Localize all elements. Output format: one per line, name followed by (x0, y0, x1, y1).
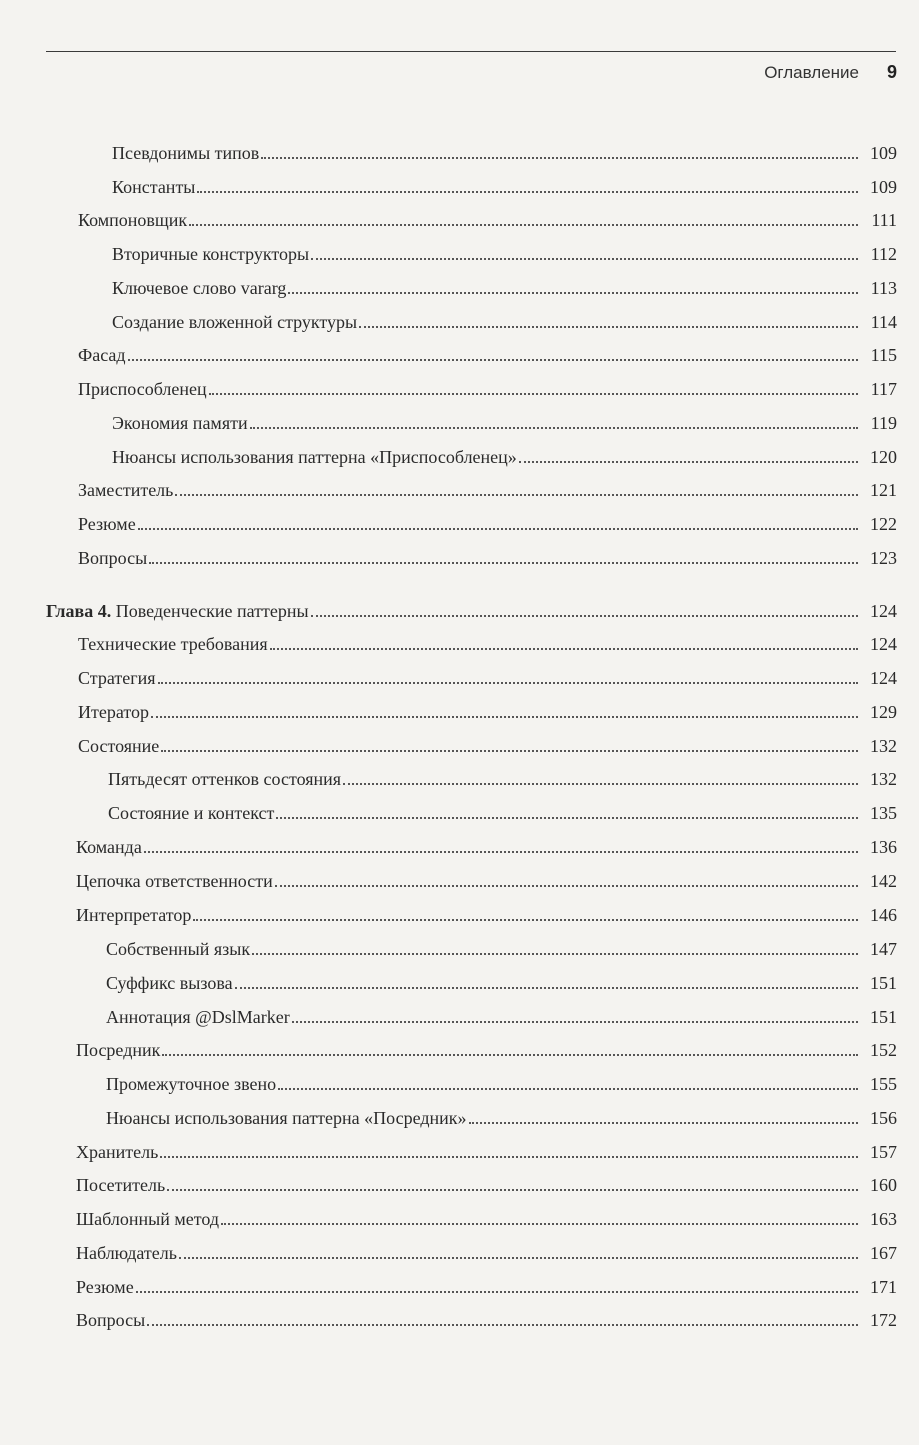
toc-entry-page: 156 (870, 1108, 897, 1128)
toc-entry-page: 142 (870, 871, 897, 891)
toc-entry-page: 124 (870, 601, 897, 621)
toc-entry (76, 898, 897, 926)
toc-entry-title (112, 176, 195, 198)
toc-entry-page: 167 (870, 1243, 897, 1263)
toc-entry-title (76, 1309, 145, 1331)
dot-leader (160, 1156, 858, 1158)
toc-entry-page: 122 (870, 514, 897, 534)
toc-entry (78, 729, 897, 757)
toc-entry-page: 114 (870, 312, 897, 332)
toc-entry-title (108, 768, 341, 790)
toc-entry-label: Шаблонный метод (76, 1209, 219, 1229)
toc-entry-title (112, 142, 259, 164)
dot-leader (175, 494, 858, 496)
dot-leader (138, 528, 858, 530)
toc-entry-title (78, 735, 159, 757)
toc-entry-title (76, 1242, 177, 1264)
toc-entry-title (112, 412, 248, 434)
toc-entry-page: 132 (870, 736, 897, 756)
toc-entry-page: 160 (870, 1175, 897, 1195)
toc-entry-page: 117 (870, 379, 897, 399)
toc-entry-label: Аннотация @DslMarker (106, 1007, 290, 1027)
toc-entry-label: Ключевое слово vararg (112, 278, 287, 298)
dot-leader (179, 1257, 858, 1259)
toc-entry (78, 338, 897, 366)
toc-entry-label: Хранитель (76, 1142, 159, 1162)
toc-entry-label: Цепочка ответственности (76, 871, 273, 891)
dot-leader (158, 682, 858, 684)
toc-entry-label: Компоновщик (78, 210, 188, 230)
dot-leader (162, 1054, 858, 1056)
toc-entry-label: Стратегия (78, 668, 156, 688)
toc-entry (76, 1033, 897, 1061)
page-number: 9 (886, 62, 897, 82)
toc-entry-title (76, 1141, 158, 1163)
toc-entry (78, 627, 897, 655)
dot-leader (151, 716, 858, 718)
toc-entry-label: Приспособленец (78, 379, 207, 399)
dot-leader (128, 359, 858, 361)
toc-entry (76, 1135, 897, 1163)
toc-entry-title (76, 1174, 165, 1196)
toc-entry-title (78, 344, 126, 366)
toc-entry-label: Нюансы использования паттерна «Посредник» (106, 1108, 467, 1128)
toc-entry-label: Состояние (78, 736, 160, 756)
dot-leader (292, 1021, 858, 1023)
toc-entry-label: Резюме (76, 1277, 134, 1297)
dot-leader (161, 750, 858, 752)
dot-leader (519, 461, 858, 463)
toc-entry-title (76, 870, 273, 892)
toc-entry-page: 121 (870, 480, 897, 500)
toc-entry-label: Псевдонимы типов (112, 143, 260, 163)
toc-entry-title (78, 633, 268, 655)
toc-entry-label: Суффикс вызова (106, 973, 233, 993)
toc-entry-page: 112 (870, 244, 897, 264)
toc-entry-label: Наблюдатель (76, 1243, 177, 1263)
toc-entry (106, 1000, 897, 1028)
toc-entry-title (76, 904, 191, 926)
toc-entry (78, 473, 897, 501)
toc-entry-page: 147 (870, 939, 897, 959)
toc-entry (78, 507, 897, 535)
toc-entry-title (112, 277, 286, 299)
toc-entry-title (112, 446, 517, 468)
toc-entry (76, 864, 897, 892)
dot-leader (221, 1223, 858, 1225)
toc-entry-page: 146 (870, 905, 897, 925)
toc-entry-title (106, 1006, 290, 1028)
toc-entry (78, 372, 897, 400)
toc-entry-title (78, 513, 136, 535)
toc-entry-page: 155 (870, 1074, 897, 1094)
toc-entry-label: Фасад (78, 345, 126, 365)
toc-entry-title (106, 972, 233, 994)
dot-leader (144, 851, 858, 853)
toc-entry-label: Создание вложенной структуры (112, 312, 358, 332)
toc-entry-page: 157 (870, 1142, 897, 1162)
toc-entry (78, 541, 897, 569)
toc-entry-title (78, 667, 156, 689)
toc-entry-title (78, 701, 149, 723)
toc-entry (108, 762, 897, 790)
dot-leader (167, 1189, 858, 1191)
toc-entry (76, 830, 897, 858)
toc-entry (78, 661, 897, 689)
toc-entry-page: 151 (870, 1007, 897, 1027)
dot-leader (311, 615, 858, 617)
dot-leader (288, 292, 858, 294)
toc-entry (76, 1236, 897, 1264)
toc-entry-label: Собственный язык (106, 939, 251, 959)
dot-leader (235, 987, 858, 989)
toc-entry-label: Константы (112, 177, 196, 197)
toc-entry-label: Вторичные конструкторы (112, 244, 310, 264)
dot-leader (343, 783, 858, 785)
toc-entry-label: Заместитель (78, 480, 174, 500)
dot-leader (209, 393, 858, 395)
toc-entry-title (112, 243, 309, 265)
toc-entry-title (76, 1276, 134, 1298)
toc-entry (112, 170, 897, 198)
toc-entry-page: 129 (870, 702, 897, 722)
toc-entry-page: 109 (870, 177, 897, 197)
toc-entry-title (112, 311, 357, 333)
toc-entry (106, 932, 897, 960)
toc-entry-label: Резюме (78, 514, 136, 534)
toc-entry-page: 171 (870, 1277, 897, 1297)
toc-entry-label: Интерпретатор (76, 905, 192, 925)
toc-entry-label: Поведенческие паттерны (115, 601, 309, 621)
toc-entry (112, 305, 897, 333)
toc-entry-title (76, 1208, 219, 1230)
toc-entry (112, 271, 897, 299)
toc-entry-label: Вопросы (78, 548, 148, 568)
toc-entry-page: 120 (870, 447, 897, 467)
toc-entry-page: 135 (870, 803, 897, 823)
toc-entry-title (76, 1039, 160, 1061)
running-header (764, 62, 897, 88)
dot-leader (278, 1088, 858, 1090)
dot-leader (275, 885, 858, 887)
running-header-title: Оглавление (764, 63, 859, 82)
toc-entry-label: Промежуточное звено (106, 1074, 277, 1094)
toc-entry (78, 695, 897, 723)
toc-entry-page: 115 (870, 345, 897, 365)
toc-entry-label: Посредник (76, 1040, 161, 1060)
toc-entry-page: 172 (870, 1310, 897, 1330)
toc-entry (106, 1067, 897, 1095)
toc-entry-label: Посетитель (76, 1175, 166, 1195)
dot-leader (147, 1324, 858, 1326)
toc-entry (76, 1303, 897, 1331)
toc-entry (112, 237, 897, 265)
dot-leader (469, 1122, 858, 1124)
toc-entry-page: 151 (870, 973, 897, 993)
toc-entry-page: 113 (870, 278, 897, 298)
toc-entry-label: Итератор (78, 702, 150, 722)
toc-entry (76, 1202, 897, 1230)
toc-entry (106, 1101, 897, 1129)
toc-entry (112, 440, 897, 468)
toc-entry (76, 1270, 897, 1298)
toc-entry (108, 796, 897, 824)
toc-entry-label: Вопросы (76, 1310, 146, 1330)
toc-entry-title (76, 836, 142, 858)
toc-entry (112, 406, 897, 434)
toc-entry (76, 1168, 897, 1196)
dot-leader (193, 919, 858, 921)
dot-leader (311, 258, 858, 260)
toc-entry-page: 109 (870, 143, 897, 163)
toc-chapter-entry (46, 594, 897, 622)
toc-entry-title (78, 479, 173, 501)
toc-entry-label: Нюансы использования паттерна «Приспособленец» (112, 447, 517, 467)
toc-entry-title (108, 802, 274, 824)
header-rule (46, 51, 896, 52)
toc-entry-title (78, 547, 147, 569)
toc-entry-title (106, 938, 250, 960)
dot-leader (276, 817, 858, 819)
dot-leader (197, 191, 858, 193)
toc-entry (106, 966, 897, 994)
toc-entry-page: 111 (871, 210, 897, 230)
toc-entry-title (106, 1073, 276, 1095)
toc-entry-title (106, 1107, 467, 1129)
toc-entry-page: 136 (870, 837, 897, 857)
toc-entry-page: 152 (870, 1040, 897, 1060)
toc-entry-title (78, 378, 207, 400)
toc-entry-page: 132 (870, 769, 897, 789)
dot-leader (149, 562, 858, 564)
dot-leader (359, 326, 858, 328)
toc-entry-page: 119 (870, 413, 897, 433)
dot-leader (252, 953, 858, 955)
toc-entry-label: Состояние и контекст (108, 803, 275, 823)
chapter-prefix: Глава 4. (46, 601, 112, 621)
dot-leader (189, 224, 858, 226)
toc-entry-label: Пятьдесят оттенков состояния (108, 769, 342, 789)
toc-entry-label: Технические требования (78, 634, 268, 654)
toc-entry (78, 203, 897, 231)
toc-entry-page: 124 (870, 634, 897, 654)
dot-leader (270, 648, 858, 650)
dot-leader (136, 1291, 858, 1293)
toc-entry-page: 123 (870, 548, 897, 568)
dot-leader (261, 157, 858, 159)
toc-entry-page: 124 (870, 668, 897, 688)
toc-entry-label: Экономия памяти (112, 413, 248, 433)
toc-entry-title (78, 209, 187, 231)
toc-entry-title (46, 600, 309, 622)
toc-entry-page: 163 (870, 1209, 897, 1229)
dot-leader (250, 427, 858, 429)
toc-entry-label: Команда (76, 837, 142, 857)
toc-entry (112, 136, 897, 164)
